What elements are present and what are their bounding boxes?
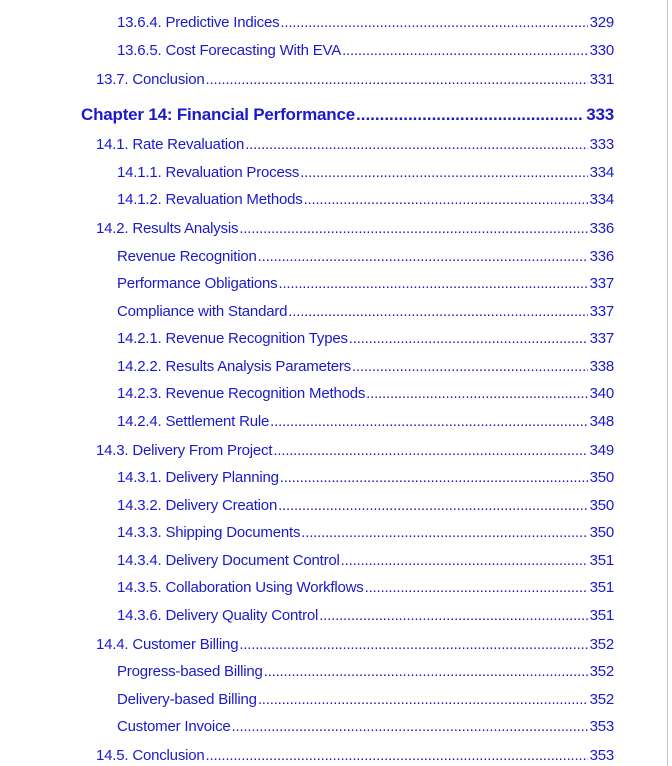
toc-entry-14-2-3[interactable] — [117, 385, 614, 402]
toc-entry-title: 14.3.6. Delivery Quality Control — [117, 607, 319, 624]
toc-entry-title: 14.1.1. Revaluation Process — [117, 164, 300, 181]
dot-leader — [232, 718, 588, 735]
dot-leader — [258, 691, 588, 708]
toc-entry-title: 13.6.4. Predictive Indices — [117, 14, 280, 31]
toc-entry-compliance-with-standard[interactable] — [117, 303, 614, 320]
toc-entry-page: 336 — [589, 220, 614, 237]
toc-entry-title: 14.1.2. Revaluation Methods — [117, 191, 303, 208]
toc-entry-title: 14.2.4. Settlement Rule — [117, 413, 270, 430]
toc-entry-page: 337 — [589, 275, 614, 292]
toc-entry-title: Customer Invoice — [117, 718, 231, 735]
toc-entry-title: 14.2. Results Analysis — [96, 220, 239, 237]
toc-entry-14-2-4[interactable] — [117, 413, 614, 430]
dot-leader — [349, 330, 588, 347]
toc-entry-chapter-14[interactable] — [81, 105, 614, 125]
toc-entry-14-3-5[interactable] — [117, 579, 614, 596]
toc-entry-14-4[interactable] — [96, 636, 614, 653]
dot-leader — [264, 663, 588, 680]
toc-entry-14-3-6[interactable] — [117, 607, 614, 624]
page-edge-line — [667, 0, 668, 766]
toc-entry-14-1-2[interactable] — [117, 191, 614, 208]
dot-leader — [239, 636, 587, 653]
toc-entry-page: 351 — [589, 607, 614, 624]
toc-entry-page: 334 — [589, 164, 614, 181]
toc-entry-page: 350 — [589, 524, 614, 541]
toc-entry-page: 348 — [589, 413, 614, 430]
dot-leader — [341, 552, 588, 569]
toc-entry-title: Performance Obligations — [117, 275, 278, 292]
toc-entry-14-1[interactable] — [96, 136, 614, 153]
dot-leader — [301, 524, 587, 541]
toc-entry-title: 14.4. Customer Billing — [96, 636, 239, 653]
toc-entry-page: 349 — [589, 442, 614, 459]
toc-entry-14-2[interactable] — [96, 220, 614, 237]
dot-leader — [273, 442, 587, 459]
toc-entry-title: Revenue Recognition — [117, 248, 257, 265]
toc-entry-page: 340 — [589, 385, 614, 402]
toc-entry-page: 352 — [589, 663, 614, 680]
dot-leader — [239, 220, 587, 237]
toc-entry-14-3-1[interactable] — [117, 469, 614, 486]
toc-entry-title: Progress-based Billing — [117, 663, 263, 680]
dot-leader — [365, 579, 588, 596]
toc-entry-customer-invoice[interactable] — [117, 718, 614, 735]
toc-entry-page: 351 — [589, 579, 614, 596]
toc-entry-title: 14.2.1. Revenue Recognition Types — [117, 330, 348, 347]
toc-entry-page: 333 — [589, 136, 614, 153]
dot-leader — [288, 303, 587, 320]
toc-entry-14-3[interactable] — [96, 442, 614, 459]
toc-entry-title: 14.3.1. Delivery Planning — [117, 469, 279, 486]
toc-entry-14-2-2[interactable] — [117, 358, 614, 375]
toc-entry-13-6-5[interactable] — [117, 42, 614, 59]
toc-entry-title: 14.3.4. Delivery Document Control — [117, 552, 340, 569]
toc-entry-page: 331 — [589, 71, 614, 88]
toc-entry-title: 13.7. Conclusion — [96, 71, 205, 88]
toc-entry-delivery-based-billing[interactable] — [117, 691, 614, 708]
dot-leader — [304, 191, 588, 208]
toc-entry-page: 352 — [589, 691, 614, 708]
toc-entry-page: 350 — [589, 497, 614, 514]
toc-entry-title: 13.6.5. Cost Forecasting With EVA — [117, 42, 342, 59]
toc-entry-title: 14.5. Conclusion — [96, 747, 205, 764]
toc-entry-page: 337 — [589, 330, 614, 347]
dot-leader — [319, 607, 587, 624]
toc-entry-revenue-recognition[interactable] — [117, 248, 614, 265]
dot-leader — [356, 105, 584, 125]
dot-leader — [300, 164, 587, 181]
toc-entry-page: 337 — [589, 303, 614, 320]
toc-entry-13-7[interactable] — [96, 71, 614, 88]
toc-entry-14-5[interactable] — [96, 747, 614, 764]
toc-entry-page: 330 — [589, 42, 614, 59]
dot-leader — [342, 42, 588, 59]
dot-leader — [280, 469, 588, 486]
dot-leader — [278, 497, 587, 514]
toc-entry-page: 336 — [589, 248, 614, 265]
toc-entry-14-3-3[interactable] — [117, 524, 614, 541]
toc-entry-14-2-1[interactable] — [117, 330, 614, 347]
toc-entry-page: 338 — [589, 358, 614, 375]
toc-entry-14-1-1[interactable] — [117, 164, 614, 181]
toc-entry-title: 14.3.2. Delivery Creation — [117, 497, 278, 514]
dot-leader — [352, 358, 588, 375]
toc-entry-title: 14.3. Delivery From Project — [96, 442, 273, 459]
toc-entry-title: 14.3.3. Shipping Documents — [117, 524, 301, 541]
toc-entry-title: 14.1. Rate Revaluation — [96, 136, 245, 153]
toc-entry-page: 352 — [589, 636, 614, 653]
toc-chapter-title: Chapter 14: Financial Performance — [81, 105, 355, 124]
dot-leader — [206, 71, 588, 88]
toc-entry-page: 353 — [589, 747, 614, 764]
dot-leader — [206, 747, 588, 764]
toc-entry-page: 351 — [589, 552, 614, 569]
toc-entry-page: 353 — [589, 718, 614, 735]
toc-entry-title: 14.3.5. Collaboration Using Workflows — [117, 579, 364, 596]
toc-entry-page: 329 — [589, 14, 614, 31]
toc-entry-title: 14.2.2. Results Analysis Parameters — [117, 358, 351, 375]
toc-entry-title: Compliance with Standard — [117, 303, 288, 320]
dot-leader — [278, 275, 587, 292]
dot-leader — [258, 248, 588, 265]
toc-entry-page: 333 — [586, 105, 614, 124]
toc-entry-14-3-4[interactable] — [117, 552, 614, 569]
dot-leader — [280, 14, 587, 31]
toc-entry-title: Delivery-based Billing — [117, 691, 257, 708]
toc-entry-13-6-4[interactable] — [117, 14, 614, 31]
toc-entry-page: 350 — [589, 469, 614, 486]
dot-leader — [270, 413, 587, 430]
dot-leader — [366, 385, 587, 402]
toc-entry-14-3-2[interactable] — [117, 497, 614, 514]
toc-entry-title: 14.2.3. Revenue Recognition Methods — [117, 385, 366, 402]
toc-entry-performance-obligations[interactable] — [117, 275, 614, 292]
dot-leader — [245, 136, 587, 153]
toc-entry-progress-based-billing[interactable] — [117, 663, 614, 680]
toc-entry-page: 334 — [589, 191, 614, 208]
